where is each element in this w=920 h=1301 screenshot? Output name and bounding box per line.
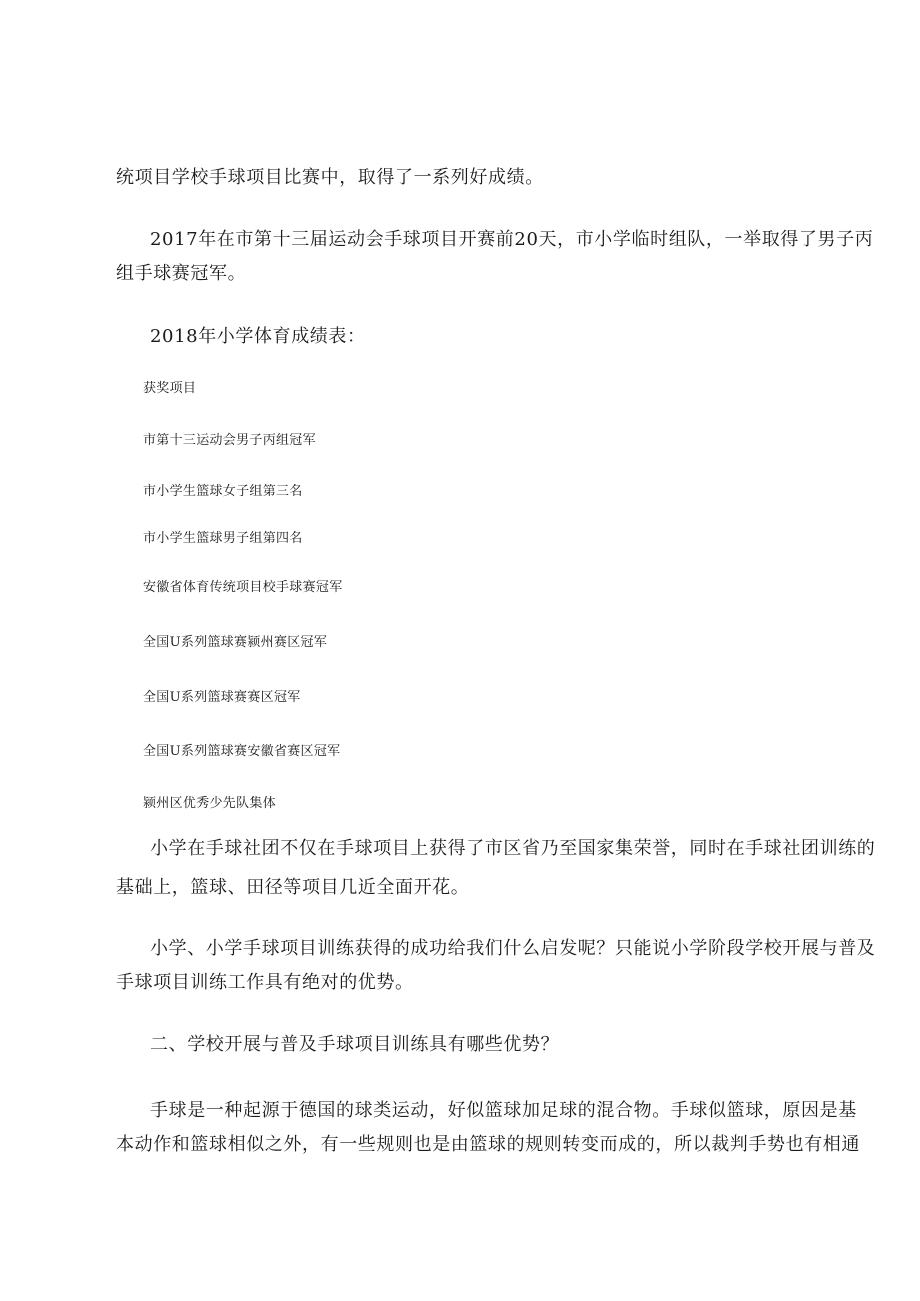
paragraph-2017-line-1: 2017年在市第十三届运动会手球项目开赛前20天，市小学临时组队，一举取得了男子丙 xyxy=(150,229,874,250)
section-heading: 二、学校开展与普及手球项目训练具有哪些优势？ xyxy=(150,1034,560,1055)
table-row: 全国U系列篮球赛赛区冠军 xyxy=(143,690,301,705)
paragraph-handball-line-2: 本动作和篮球相似之外，有一些规则也是由篮球的规则转变而成的，所以裁判手势也有相通 xyxy=(116,1134,860,1155)
table-title: 2018年小学体育成绩表： xyxy=(150,326,366,347)
table-row: 安徽省体育传统项目校手球赛冠军 xyxy=(143,580,343,595)
table-row: 市小学生篮球女子组第三名 xyxy=(143,484,303,499)
paragraph-success-line-2: 手球项目训练工作具有绝对的优势。 xyxy=(116,972,414,993)
paragraph-success-line-1: 小学、小学手球项目训练获得的成功给我们什么启发呢？只能说小学阶段学校开展与普及 xyxy=(150,938,876,959)
intro-line: 统项目学校手球项目比赛中，取得了一系列好成绩。 xyxy=(116,167,544,188)
paragraph-handball-line-1: 手球是一种起源于德国的球类运动，好似篮球加足球的混合物。手球似篮球，原因是基 xyxy=(150,1100,857,1121)
paragraph-club-line-2: 基础上，篮球、田径等项目几近全面开花。 xyxy=(116,877,470,898)
table-row: 颍州区优秀少先队集体 xyxy=(143,796,277,811)
paragraph-2017-line-2: 组手球赛冠军。 xyxy=(116,263,247,284)
table-row: 市第十三运动会男子丙组冠军 xyxy=(143,433,316,448)
paragraph-club-line-1: 小学在手球社团不仅在手球项目上获得了市区省乃至国家集荣誉，同时在手球社团训练的 xyxy=(150,838,876,859)
table-row: 全国U系列篮球赛颍州赛区冠军 xyxy=(143,635,328,650)
table-row: 全国U系列篮球赛安徽省赛区冠军 xyxy=(143,744,341,759)
table-header: 获奖项目 xyxy=(143,381,197,396)
table-row: 市小学生篮球男子组第四名 xyxy=(143,531,303,546)
